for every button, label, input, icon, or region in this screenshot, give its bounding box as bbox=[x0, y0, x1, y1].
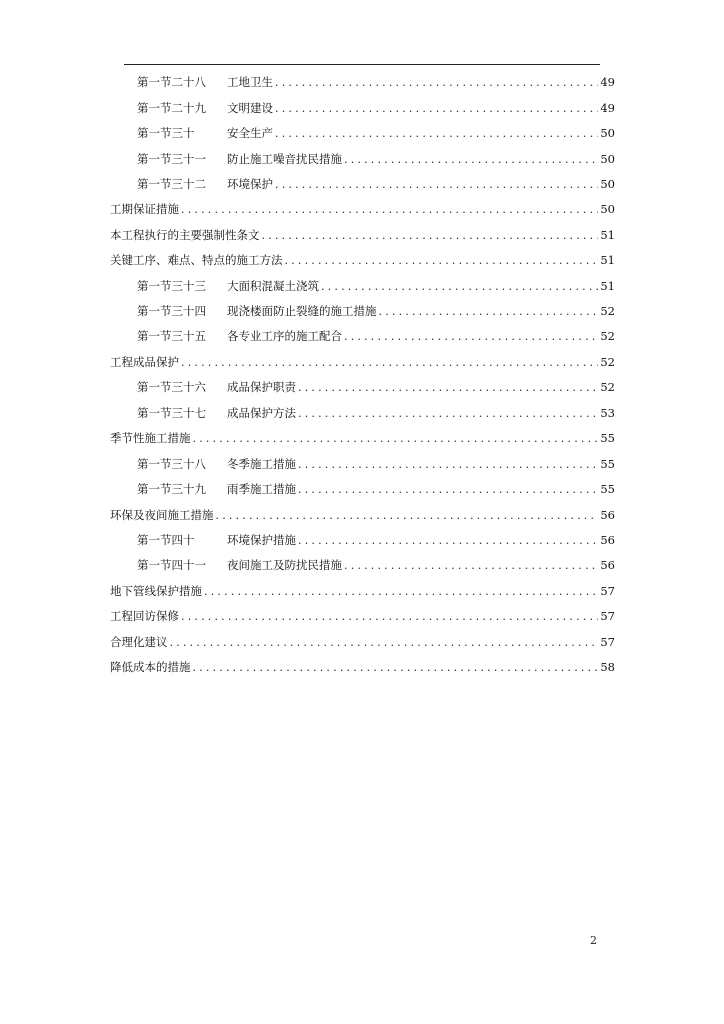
page-ref: 50 bbox=[600, 177, 615, 191]
chapter-title: 环保及夜间施工措施 bbox=[110, 508, 214, 522]
toc-entry[interactable] bbox=[137, 454, 615, 474]
section-number: 第一节三十九 bbox=[137, 482, 206, 496]
section-title: 文明建设 bbox=[227, 101, 273, 115]
section-number: 第一节三十四 bbox=[137, 304, 206, 318]
dot-leader bbox=[321, 277, 598, 297]
page-ref: 55 bbox=[600, 457, 615, 471]
dot-leader bbox=[344, 150, 598, 170]
chapter-title: 合理化建议 bbox=[110, 635, 168, 649]
section-title: 大面积混凝土浇筑 bbox=[227, 279, 319, 293]
dot-leader bbox=[285, 251, 599, 271]
dot-leader bbox=[193, 429, 599, 449]
dot-leader bbox=[181, 353, 598, 373]
toc-entry[interactable] bbox=[137, 555, 615, 575]
dot-leader bbox=[216, 506, 599, 526]
toc-entry[interactable] bbox=[137, 403, 615, 423]
toc-entry[interactable] bbox=[137, 326, 615, 346]
dot-leader bbox=[298, 378, 598, 398]
toc-entry[interactable] bbox=[137, 174, 615, 194]
section-title: 夜间施工及防扰民措施 bbox=[227, 558, 342, 572]
section-number: 第一节三十一 bbox=[137, 152, 206, 166]
dot-leader bbox=[344, 556, 598, 576]
section-title: 环境保护 bbox=[227, 177, 273, 191]
page-ref: 57 bbox=[600, 584, 615, 598]
page-ref: 50 bbox=[600, 202, 615, 216]
toc-entry[interactable] bbox=[137, 377, 615, 397]
toc-entry[interactable] bbox=[110, 581, 615, 601]
header-rule bbox=[124, 64, 600, 65]
dot-leader bbox=[181, 200, 598, 220]
toc-entry[interactable] bbox=[137, 123, 615, 143]
page-ref: 55 bbox=[600, 431, 615, 445]
dot-leader bbox=[204, 582, 598, 602]
chapter-title: 工期保证措施 bbox=[110, 202, 179, 216]
toc-entry[interactable] bbox=[137, 276, 615, 296]
section-title: 成品保护方法 bbox=[227, 406, 296, 420]
section-number: 第一节四十一 bbox=[137, 558, 206, 572]
toc-entry[interactable] bbox=[137, 479, 615, 499]
page-ref: 56 bbox=[600, 533, 615, 547]
section-title: 成品保护职责 bbox=[227, 380, 296, 394]
toc-entry[interactable] bbox=[110, 199, 615, 219]
dot-leader bbox=[298, 404, 598, 424]
section-number: 第一节三十 bbox=[137, 126, 195, 140]
page-ref: 57 bbox=[600, 635, 615, 649]
page-ref: 57 bbox=[600, 609, 615, 623]
toc-entry[interactable] bbox=[137, 149, 615, 169]
dot-leader bbox=[262, 226, 599, 246]
page-ref: 51 bbox=[600, 228, 615, 242]
page-ref: 58 bbox=[600, 660, 615, 674]
dot-leader bbox=[275, 73, 598, 93]
toc-entry[interactable] bbox=[110, 352, 615, 372]
section-title: 雨季施工措施 bbox=[227, 482, 296, 496]
page-ref: 51 bbox=[600, 253, 615, 267]
page-ref: 52 bbox=[600, 304, 615, 318]
page-ref: 55 bbox=[600, 482, 615, 496]
toc-entry[interactable] bbox=[137, 530, 615, 550]
toc-entry[interactable] bbox=[137, 72, 615, 92]
chapter-title: 降低成本的措施 bbox=[110, 660, 191, 674]
section-title: 安全生产 bbox=[227, 126, 273, 140]
toc-entry[interactable] bbox=[137, 301, 615, 321]
section-title: 现浇楼面防止裂缝的施工措施 bbox=[227, 304, 377, 318]
toc-entry[interactable] bbox=[110, 428, 615, 448]
section-number: 第一节三十七 bbox=[137, 406, 206, 420]
dot-leader bbox=[170, 633, 599, 653]
dot-leader bbox=[298, 531, 598, 551]
chapter-title: 地下管线保护措施 bbox=[110, 584, 202, 598]
section-title: 各专业工序的施工配合 bbox=[227, 329, 342, 343]
toc-entry[interactable] bbox=[110, 606, 615, 626]
page-ref: 51 bbox=[600, 279, 615, 293]
dot-leader bbox=[298, 455, 598, 475]
section-number: 第一节二十八 bbox=[137, 75, 206, 89]
toc-entry[interactable] bbox=[137, 98, 615, 118]
section-number: 第一节三十五 bbox=[137, 329, 206, 343]
chapter-title: 关键工序、难点、特点的施工方法 bbox=[110, 253, 283, 267]
chapter-title: 季节性施工措施 bbox=[110, 431, 191, 445]
chapter-title: 工程回访保修 bbox=[110, 609, 179, 623]
page-ref: 49 bbox=[600, 75, 615, 89]
page-ref: 56 bbox=[600, 558, 615, 572]
toc-entry[interactable] bbox=[110, 632, 615, 652]
page-ref: 52 bbox=[600, 380, 615, 394]
dot-leader bbox=[193, 658, 599, 678]
section-number: 第一节四十 bbox=[137, 533, 195, 547]
dot-leader bbox=[275, 124, 598, 144]
section-title: 冬季施工措施 bbox=[227, 457, 296, 471]
dot-leader bbox=[275, 175, 598, 195]
section-number: 第一节三十三 bbox=[137, 279, 206, 293]
page-ref: 56 bbox=[600, 508, 615, 522]
toc-entry[interactable] bbox=[110, 250, 615, 270]
toc-entry[interactable] bbox=[110, 505, 615, 525]
page-ref: 52 bbox=[600, 329, 615, 343]
page-ref: 50 bbox=[600, 126, 615, 140]
section-number: 第一节二十九 bbox=[137, 101, 206, 115]
page-number: 2 bbox=[590, 934, 597, 947]
page-ref: 49 bbox=[600, 101, 615, 115]
section-number: 第一节三十六 bbox=[137, 380, 206, 394]
dot-leader bbox=[275, 99, 598, 119]
section-number: 第一节三十八 bbox=[137, 457, 206, 471]
page-ref: 50 bbox=[600, 152, 615, 166]
toc-entry[interactable] bbox=[110, 657, 615, 677]
chapter-title: 本工程执行的主要强制性条文 bbox=[110, 228, 260, 242]
section-title: 环境保护措施 bbox=[227, 533, 296, 547]
page-ref: 52 bbox=[600, 355, 615, 369]
dot-leader bbox=[379, 302, 599, 322]
dot-leader bbox=[181, 607, 598, 627]
toc-entry[interactable] bbox=[110, 225, 615, 245]
section-title: 防止施工噪音扰民措施 bbox=[227, 152, 342, 166]
dot-leader bbox=[344, 327, 598, 347]
page-ref: 53 bbox=[600, 406, 615, 420]
dot-leader bbox=[298, 480, 598, 500]
section-title: 工地卫生 bbox=[227, 75, 273, 89]
section-number: 第一节三十二 bbox=[137, 177, 206, 191]
chapter-title: 工程成品保护 bbox=[110, 355, 179, 369]
